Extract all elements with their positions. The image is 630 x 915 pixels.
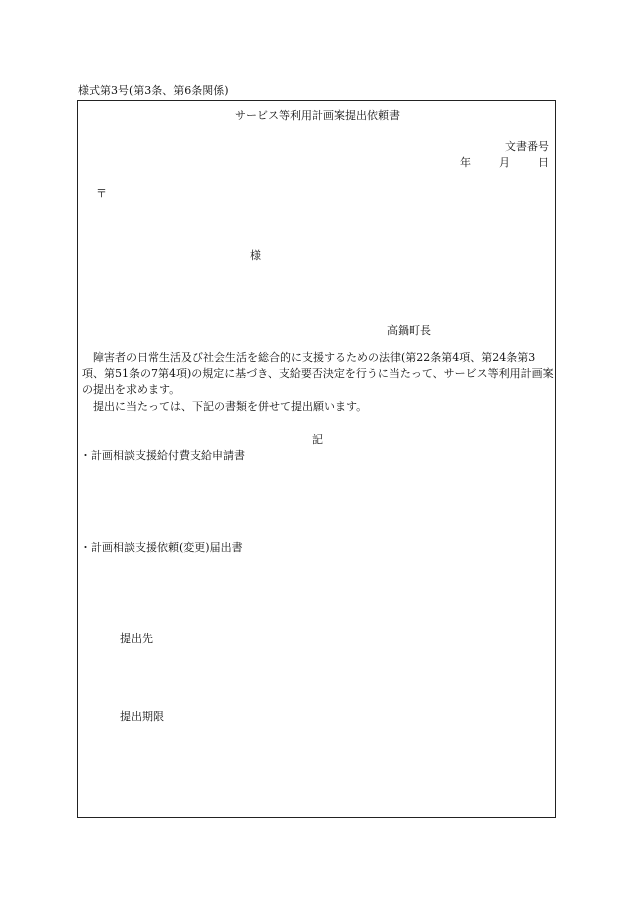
- date-day-label: 日: [538, 156, 549, 169]
- list-item-1: ・計画相談支援給付費支給申請書: [80, 449, 245, 462]
- document-title: サービス等利用計画案提出依頼書: [235, 109, 400, 122]
- addressee-suffix: 様: [250, 249, 261, 262]
- date-row: [460, 155, 549, 171]
- body-paragraph-1: 障害者の日常生活及び社会生活を総合的に支援するための法律(第22条第4項、第24条第3項、第51条の7第4項)の規定に基づき、支給要否決定を行うに当たって、サービス等利用計画案の提出を求めます。: [82, 351, 554, 396]
- ki-heading: 記: [312, 433, 323, 446]
- form-frame: [77, 100, 556, 818]
- date-year-label: 年: [460, 156, 471, 169]
- document-number-label: 文書番号: [505, 140, 549, 153]
- body-paragraph-2: 提出に当たっては、下記の書類を併せて提出願います。: [93, 400, 368, 413]
- postal-mark: 〒: [96, 187, 107, 200]
- form-number-label: 様式第3号(第3条、第6条関係): [78, 84, 229, 97]
- date-month-label: 月: [499, 156, 510, 169]
- submission-destination-label: 提出先: [120, 632, 153, 645]
- issuer-name: 高鍋町長: [387, 324, 431, 337]
- list-item-2: ・計画相談支援依頼(変更)届出書: [80, 541, 243, 554]
- submission-deadline-label: 提出期限: [120, 710, 164, 723]
